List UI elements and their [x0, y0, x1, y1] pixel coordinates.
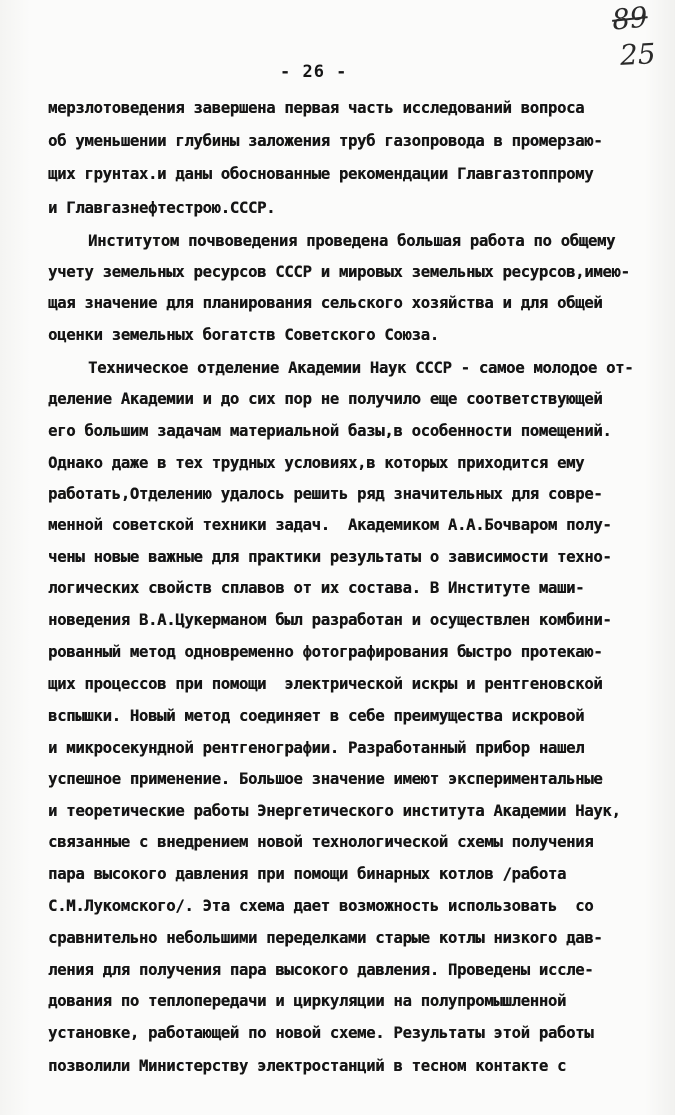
text-line-paragraph-start: Институтом почвоведения проведена большая работа по общему — [88, 232, 616, 250]
text-line: установке, работающей по новой схеме. Результаты этой работы — [48, 1024, 594, 1042]
page-number: - 26 - — [280, 62, 348, 82]
text-line: связанные с внедрением новой технологической схемы получения — [48, 833, 594, 851]
text-line: Однако даже в тех трудных условиях,в которых приходится ему — [48, 454, 585, 472]
text-line: С.М.Лукомского/. Эта схема дает возможность использовать со — [48, 897, 594, 915]
handwritten-page-mark: 25 — [619, 37, 657, 72]
text-line: позволили Министерству электростанций в тесном контакте с — [48, 1057, 567, 1075]
text-line: пара высокого давления при помощи бинарных котлов /работа — [48, 865, 567, 883]
text-line: новедения В.А.Цукерманом был разработан и осуществлен комбини- — [48, 611, 612, 629]
text-line: оценки земельных богатств Советского Союза. — [48, 326, 439, 344]
text-line: щих процессов при помощи электрической искры и рентгеновской — [48, 675, 603, 693]
text-line: рованный метод одновременно фотографирования быстро протекаю- — [48, 643, 603, 661]
text-line: работать,Отделению удалось решить ряд значительных для совре- — [48, 485, 603, 503]
text-line: чены новые важные для практики результаты о зависимости техно- — [48, 548, 612, 566]
text-line: щая значение для планирования сельского хозяйства и для общей — [48, 294, 603, 312]
text-line: и микросекундной рентгенографии. Разработанный прибор нашел — [48, 739, 585, 757]
text-line: логических свойств сплавов от их состава. В Институте маши- — [48, 579, 585, 597]
text-line: его большим задачам материальной базы,в особенности помещений. — [48, 422, 612, 440]
text-line: деление Академии и до сих пор не получило еще соответствующей — [48, 390, 603, 408]
text-line: сравнительно небольшими переделками старые котлы низкого дав- — [48, 929, 603, 947]
text-line: об уменьшении глубины заложения труб газопровода в промерзаю- — [48, 132, 603, 150]
text-line-paragraph-start: Техническое отделение Академии Наук СССР - самое молодое от- — [88, 359, 634, 377]
text-line: щих грунтах.и даны обоснованные рекомендации Главгазтоппрому — [48, 165, 594, 183]
handwritten-page-mark-crossed: 89 — [610, 0, 650, 37]
text-line: дования по теплопередачи и циркуляции на полупромышленной — [48, 992, 567, 1010]
text-line: мерзлотоведения завершена первая часть исследований вопроса — [48, 99, 585, 117]
text-line: и теоретические работы Энергетического института Академии Наук, — [48, 802, 621, 820]
text-line: менной советской техники задач. Академиком А.А.Бочваром полу- — [48, 516, 612, 534]
text-line: вспышки. Новый метод соединяет в себе преимущества искровой — [48, 707, 585, 725]
text-line: учету земельных ресурсов СССР и мировых земельных ресурсов,имею- — [48, 263, 630, 281]
text-line: ления для получения пара высокого давления. Проведены иссле- — [48, 961, 594, 979]
text-line: и Главгазнефтестрою.СССР. — [48, 199, 276, 217]
text-line: успешное применение. Большое значение имеют экспериментальные — [48, 770, 603, 788]
